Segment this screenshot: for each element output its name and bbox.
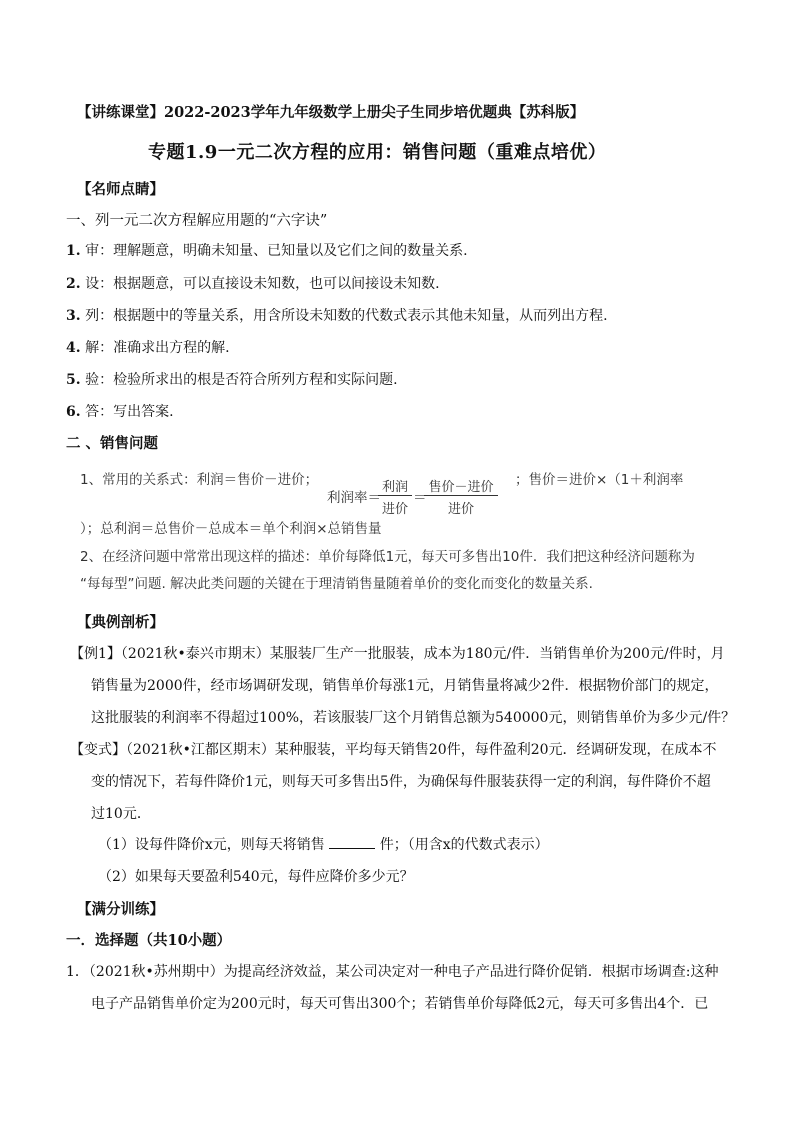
step-item bbox=[66, 369, 398, 389]
teacher-tips-heading: 【名师点睛】 bbox=[77, 181, 164, 198]
choice-section-title: 一．选择题（共10小题） bbox=[66, 932, 232, 949]
fraction-price-minus-cost-over-cost bbox=[424, 476, 498, 517]
point2-line2: “每每型”问题. 解决此类问题的关键在于理清销售量随着单价的变化而变化的数量关系. bbox=[80, 576, 593, 592]
variant-question-2: （2）如果每天要盈利540元，每件应降价多少元？ bbox=[98, 869, 414, 885]
formula-line2: ）；总利润＝总售价－总成本＝单个利润×总销售量 bbox=[80, 521, 382, 537]
step-text: 审：理解题意，明确未知量、已知量以及它们之间的数量关系. bbox=[85, 243, 468, 259]
header-banner: 【讲练课堂】2022-2023学年九年级数学上册尖子生同步培优题典【苏科版】 bbox=[77, 104, 585, 121]
step-number: 2. bbox=[66, 276, 81, 292]
step-text: 设：根据题意，可以直接设未知数，也可以间接设未知数. bbox=[85, 276, 440, 292]
formula-line1-b: ；售价＝进价×（1＋利润率 bbox=[515, 472, 684, 488]
step-text: 验：检验所求出的根是否符合所列方程和实际问题. bbox=[85, 372, 398, 388]
step-item bbox=[66, 240, 468, 260]
variant-line: 变的情况下，若每件降价1元，则每天可多售出5件，为确保每件服装获得一定的利润，每件降价不超 bbox=[91, 774, 711, 790]
step-text: 解：准确求出方程的解. bbox=[85, 340, 230, 356]
variant-line: 【变式】（2021秋•江都区期末）某种服装，平均每天销售20件，每件盈利20元．经调研发现，在成本不 bbox=[70, 742, 717, 758]
fraction-numerator: 利润 bbox=[378, 476, 412, 496]
training-question-line: 1．（2021秋•苏州期中）为提高经济效益，某公司决定对一种电子产品进行降价促销．根据市场调查:这种 bbox=[66, 964, 719, 980]
part2-title: 二 、销售问题 bbox=[66, 435, 159, 452]
example1-line: 销售量为2000件，经市场调研发现，销售单价每涨1元，月销售量将减少2件．根据物价部门的规定， bbox=[91, 678, 719, 694]
example1-line: 【例1】（2021秋•泰兴市期末）某服装厂生产一批服装，成本为180元/件．当销售单价为200元/件时，月 bbox=[70, 646, 725, 662]
step-item bbox=[66, 305, 608, 325]
training-heading: 【满分训练】 bbox=[77, 901, 164, 918]
example1-line: 这批服装的利润率不得超过100%，若该服装厂这个月销售总额为540000元，则销售单价为多少元/件？ bbox=[91, 710, 736, 726]
step-number: 4. bbox=[66, 340, 81, 356]
point2-line1: 2、在经济问题中常常出现这样的描述：单价每降低1元，每天可多售出10件．我们把这种经济问题称为 bbox=[80, 549, 695, 565]
variant-line: 过10元． bbox=[91, 806, 151, 822]
step-item bbox=[66, 273, 440, 293]
fraction-denominator: 进价 bbox=[447, 502, 474, 517]
step-number: 5. bbox=[66, 372, 81, 388]
step-number: 6. bbox=[66, 404, 81, 420]
formula-line1-a: 1、常用的关系式：利润＝售价－进价； bbox=[80, 472, 319, 488]
page-title: 专题1.9一元二次方程的应用：销售问题（重难点培优） bbox=[148, 142, 607, 163]
fraction-numerator: 售价－进价 bbox=[424, 476, 498, 496]
profit-rate-label: 利润率＝ bbox=[327, 490, 381, 506]
fraction-denominator: 进价 bbox=[381, 502, 408, 517]
step-text: 答：写出答案. bbox=[85, 404, 174, 420]
part1-title: 一、列一元二次方程解应用题的“六字诀” bbox=[66, 213, 328, 229]
step-item bbox=[66, 337, 230, 357]
examples-heading: 【典例剖析】 bbox=[77, 614, 164, 631]
fraction-profit-over-cost bbox=[378, 476, 412, 517]
step-number: 1. bbox=[66, 243, 81, 259]
equals-sign: ＝ bbox=[413, 490, 427, 506]
answer-blank bbox=[329, 836, 375, 849]
question-1-suffix: 件；（用含x的代数式表示） bbox=[379, 837, 549, 853]
training-question-line: 电子产品销售单价定为200元时，每天可售出300个；若销售单价每降低2元，每天可多售出4个．已 bbox=[91, 996, 709, 1012]
question-1-prefix: （1）设每件降价x元，则每天将销售 bbox=[98, 837, 325, 853]
step-number: 3. bbox=[66, 308, 81, 324]
step-item bbox=[66, 401, 174, 421]
variant-question-1 bbox=[98, 834, 549, 854]
step-text: 列：根据题中的等量关系，用含所设未知数的代数式表示其他未知量，从而列出方程. bbox=[85, 308, 608, 324]
